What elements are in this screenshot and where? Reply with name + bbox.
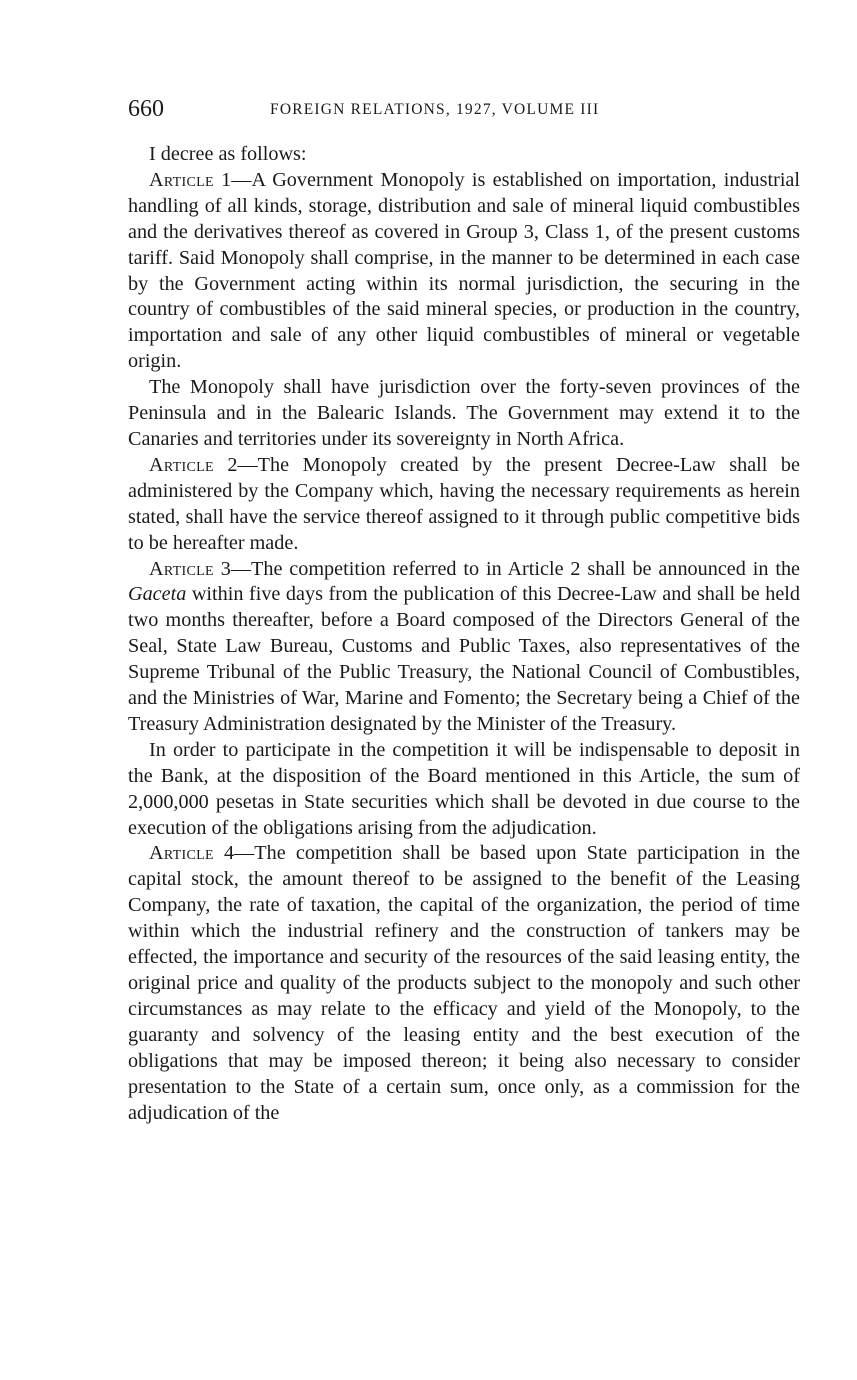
- deposit-paragraph: In order to participate in the competition it will be indispensable to deposit in the Bank, at the disposition of the Board mentioned in this Article, the sum of 2,000,000 pesetas in State securities which shall be devoted in due course to the execution of the obligations arising from the adjudication.: [128, 738, 800, 839]
- article-2-label: Article: [149, 453, 214, 476]
- page-header: [128, 96, 800, 130]
- intro-paragraph: I decree as follows:: [149, 143, 307, 165]
- article-3-text-b: within five days from the publication of this Decree-Law and shall be held two months thereafter, before a Board composed of the Directors General of the Seal, State Law Bureau, Customs and Public Taxes, also representatives of the Supreme Tribunal of the Public Treasury, the National Council of Combustibles, and the Ministries of War, Marine and Fomento; the Secretary being a Chief of the Treasury Administration designated by the Minister of the Treasury.: [128, 583, 800, 735]
- running-title: FOREIGN RELATIONS, 1927, VOLUME III: [270, 101, 600, 118]
- article-3-label: Article: [149, 557, 214, 580]
- article-4-paragraph: [128, 841, 800, 1126]
- article-3-text-a: 3—The competition referred to in Article 2 shall be announced in the: [213, 557, 800, 580]
- jurisdiction-paragraph: The Monopoly shall have jurisdiction over the forty-seven provinces of the Peninsula and in the Balearic Islands. The Government may extend it to the Canaries and territories under its sovereignty in North Africa.: [128, 376, 800, 450]
- page-number: 660: [128, 96, 164, 122]
- article-2-paragraph: [128, 453, 800, 557]
- article-2-text: 2—The Monopoly created by the present Decree-Law shall be administered by the Company which, having the necessary requirements as herein stated, shall have the service thereof assigned to it through public competitive bids to be hereafter made.: [128, 453, 800, 554]
- article-1-label: Article: [149, 168, 214, 191]
- document-page: [128, 96, 800, 1126]
- article-4-text: 4—The competition shall be based upon State participation in the capital stock, the amount thereof to be assigned to the benefit of the Leasing Company, the rate of taxation, the capital of the organization, the period of time within which the industrial refinery and the construction of tankers may be effected, the importance and security of the resources of the said leasing entity, the original price and quality of the products subject to the monopoly and such other circumstances as may relate to the efficacy and yield of the Monopoly, to the guaranty and solvency of the leasing entity and the best execution of the obligations that may be imposed thereon; it being also necessary to consider presentation to the State of a certain sum, once only, as a commission for the adjudication of the: [128, 842, 800, 1124]
- article-4-label: Article: [149, 842, 214, 865]
- article-3-paragraph: [128, 557, 800, 738]
- article-1-text: 1—A Government Monopoly is established on importation, industrial handling of all kinds, storage, distribution and sale of mineral liquid combustibles and the derivatives thereof as covered in Group 3, Class 1, of the present customs tariff. Said Monopoly shall comprise, in the manner to be determined in each case by the Government acting within its normal jurisdiction, the securing in the country of combustibles of the said mineral species, or production in the country, importation and sale of any other liquid combustibles of mineral or vegetable origin.: [128, 168, 800, 373]
- gazette-title: Gaceta: [128, 583, 187, 606]
- article-1-paragraph: [128, 168, 800, 375]
